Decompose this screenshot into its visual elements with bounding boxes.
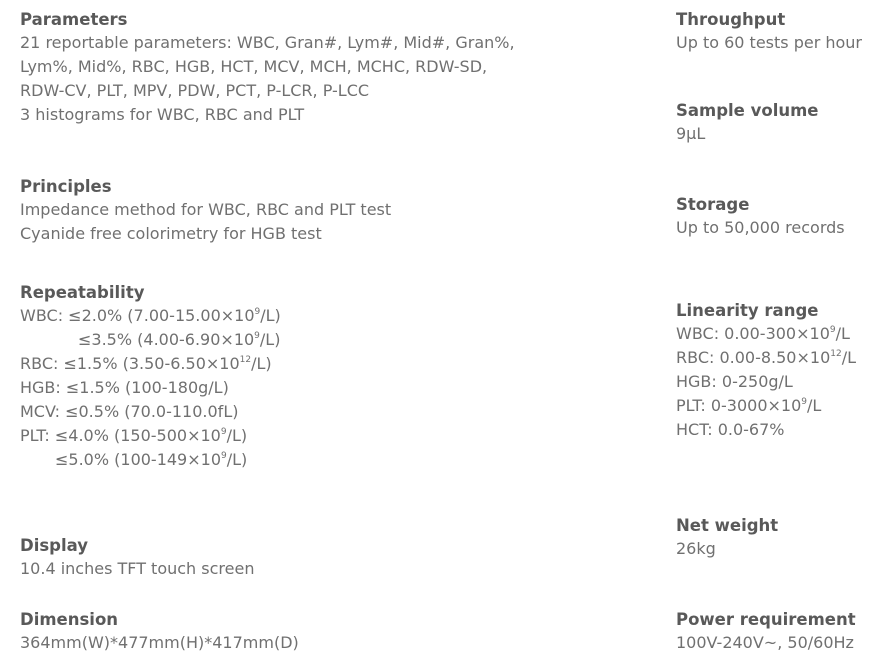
- throughput-heading: Throughput: [676, 10, 786, 29]
- throughput-line: Up to 60 tests per hour: [676, 33, 863, 52]
- parameters-line: Lym%, Mid%, RBC, HGB, HCT, MCV, MCH, MCHC, RDW-SD,: [20, 57, 488, 76]
- display-line: 10.4 inches TFT touch screen: [20, 559, 255, 578]
- linearity-range-line: PLT: $0-3000\times 10^9/L$: [676, 396, 822, 415]
- display-heading: Display: [20, 536, 89, 555]
- power-requirement-section: [676, 609, 856, 655]
- principles-section: [20, 176, 391, 246]
- linearity-range-line: RBC: $0.00-8.50\times 10^{12}/L$: [676, 348, 857, 367]
- linearity-range-line: HGB: 0-250g/L: [676, 372, 793, 391]
- repeatability-line: MCV: ≤0.5% (70.0-110.0fL): [20, 402, 239, 421]
- linearity-range-heading: Linearity range: [676, 301, 819, 320]
- throughput-section: [676, 9, 862, 55]
- repeatability-line: WBC: ≤2.0% $(7.00-15.00\times 10^9/L)$: [20, 306, 281, 325]
- parameters-heading: Parameters: [20, 10, 128, 29]
- net-weight-section: [676, 515, 778, 561]
- parameters-section: [20, 9, 515, 127]
- storage-heading: Storage: [676, 195, 750, 214]
- principles-line: Cyanide free colorimetry for HGB test: [20, 224, 322, 243]
- repeatability-line: RBC: ≤1.5% $(3.50-6.50\times 10^{12}/L)$: [20, 354, 272, 373]
- principles-line: Impedance method for WBC, RBC and PLT test: [20, 200, 392, 219]
- repeatability-section: [20, 282, 281, 472]
- storage-section: [676, 194, 845, 240]
- storage-line: Up to 50,000 records: [676, 218, 845, 237]
- repeatability-line: ≤5.0% $(100-149\times 10^9/L)$: [55, 450, 248, 469]
- dimension-line: 364mm(W)*477mm(H)*417mm(D): [20, 633, 299, 652]
- parameters-line: RDW-CV, PLT, MPV, PDW, PCT, P-LCR, P-LCC: [20, 81, 370, 100]
- net-weight-line: 26kg: [676, 539, 716, 558]
- repeatability-line: PLT: ≤4.0% $(150-500\times 10^9/L)$: [20, 426, 248, 445]
- principles-heading: Principles: [20, 177, 112, 196]
- linearity-range-section: [676, 300, 856, 442]
- sample-volume-heading: Sample volume: [676, 101, 819, 120]
- dimension-section: [20, 609, 299, 655]
- repeatability-heading: Repeatability: [20, 283, 145, 302]
- repeatability-line: ≤3.5% $(4.00-6.90\times 10^9/L)$: [78, 330, 281, 349]
- parameters-line: 21 reportable parameters: WBC, Gran#, Lym#, Mid#, Gran%,: [20, 33, 515, 52]
- sample-volume-section: [676, 100, 819, 146]
- parameters-line: 3 histograms for WBC, RBC and PLT: [20, 105, 305, 124]
- linearity-range-line: HCT: 0.0-67%: [676, 420, 785, 439]
- net-weight-heading: Net weight: [676, 516, 779, 535]
- dimension-heading: Dimension: [20, 610, 119, 629]
- repeatability-line: HGB: ≤1.5% (100-180g/L): [20, 378, 229, 397]
- linearity-range-line: WBC: $0.00-300\times 10^9/L$: [676, 324, 850, 343]
- power-requirement-heading: Power requirement: [676, 610, 856, 629]
- power-requirement-line: 100V-240V~, 50/60Hz: [676, 633, 854, 652]
- sample-volume-line: 9μL: [676, 124, 706, 143]
- display-section: [20, 535, 254, 581]
